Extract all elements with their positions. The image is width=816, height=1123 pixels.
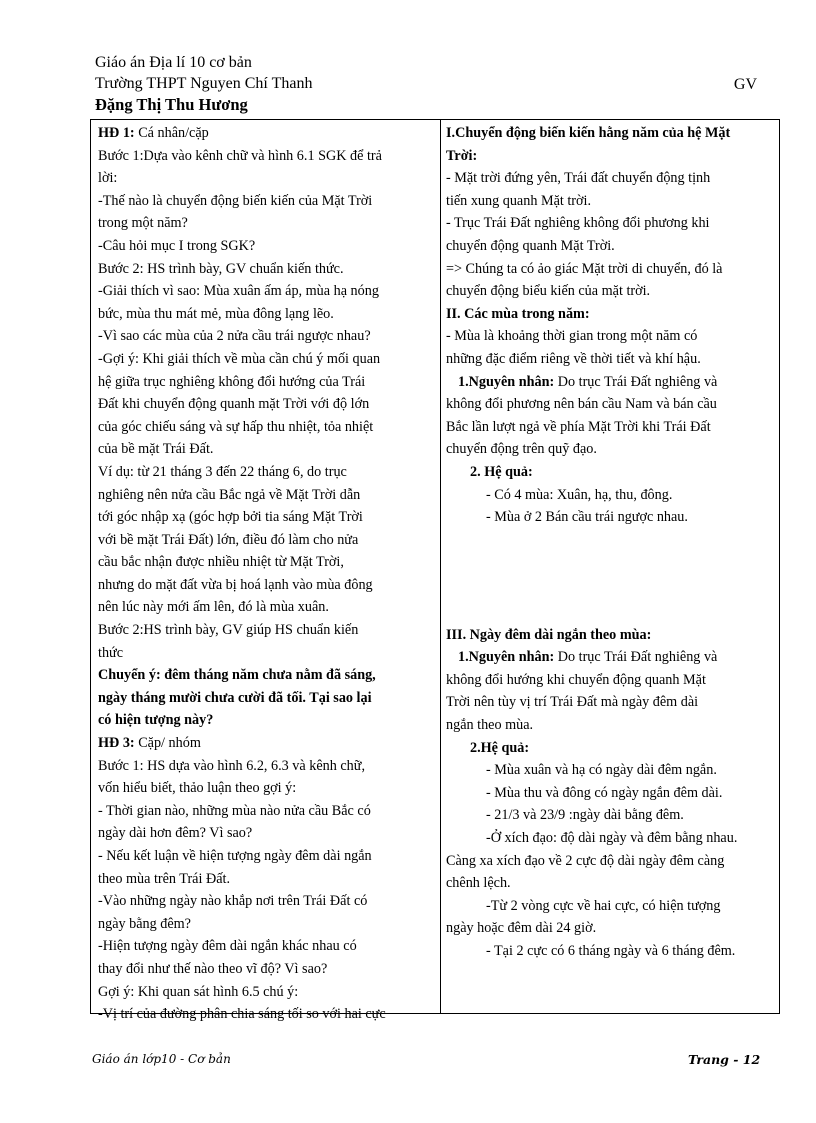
activity-line: -Gợi ý: Khi giải thích về mùa cần chú ý mối quan (98, 350, 381, 367)
activity-line: - Nếu kết luận về hiện tượng ngày đêm dài ngắn (98, 848, 372, 864)
activity-line: -Câu hỏi mục I trong SGK? (98, 237, 256, 254)
activity-line: trong một năm? (98, 215, 188, 232)
content-line: chuyển động trên quỹ đạo. (446, 441, 597, 458)
content-line: ngày hoặc đêm dài 24 giờ. (446, 920, 597, 937)
activity-line: nhưng do mặt đất vừa bị hoá lạnh vào mùa đông (98, 576, 373, 593)
activity-line: theo mùa trên Trái Đất. (98, 870, 231, 887)
activity-line: của bề mặt Trái Đất. (98, 441, 214, 458)
activity-line: cầu bắc nhận được nhiều nhiệt từ Mặt Trời, (98, 554, 344, 571)
section-3-title: III. Ngày đêm dài ngắn theo mùa: (446, 626, 652, 643)
content-line: tiến xung quanh Mặt trời. (446, 192, 592, 209)
activity-line: hệ giữa trục nghiêng không đổi hướng của Trái (98, 373, 366, 390)
section-2-title: II. Các mùa trong năm: (446, 305, 590, 322)
content-line: không đổi hướng khi chuyển động quanh Mặt (446, 671, 706, 688)
activity-line: Bước 1: HS dựa vào hình 6.2, 6.3 và kênh chữ, (98, 757, 365, 774)
activity-line: -Vị trí của đường phân chia sáng tối so với hai cực (98, 1006, 386, 1023)
lesson-table (90, 119, 780, 1023)
activity-line: Bước 2:HS trình bày, GV giúp HS chuẩn kiến (98, 622, 359, 639)
content-line: Càng xa xích đạo về 2 cực độ dài ngày đêm càng (446, 852, 725, 869)
content-line: - 21/3 và 23/9 :ngày dài bằng đêm. (486, 807, 684, 824)
activity-line: Đất khi chuyển động quanh mặt Trời với độ lớn (98, 396, 370, 413)
activity-line: với bề mặt Trái Đất) lớn, điều đó làm cho nửa (98, 531, 359, 548)
column-divider (440, 120, 441, 1013)
content-line: - Mùa thu và đông có ngày ngắn đêm dài. (486, 784, 723, 801)
content-line: - Mùa là khoảng thời gian trong một năm có (446, 328, 698, 345)
activity-line: lời: (98, 170, 118, 187)
activity-line: -Hiện tượng ngày đêm dài ngắn khác nhau có (98, 938, 357, 955)
activity-line: Bước 2: HS trình bày, GV chuẩn kiến thức. (98, 260, 344, 277)
content-line: những đặc điểm riêng về thời tiết và khí hậu. (446, 350, 701, 367)
activity-line: -Vào những ngày nào khắp nơi trên Trái Đất có (98, 893, 368, 910)
teacher-label: GV (733, 76, 757, 93)
activity-line: Ví dụ: từ 21 tháng 3 đến 22 tháng 6, do trục (98, 463, 347, 480)
activity-line: -Thế nào là chuyển động biến kiến của Mặt Trời (98, 192, 373, 209)
activity-line: -Vì sao các mùa của 2 nửa cầu trái ngược nhau? (98, 328, 371, 345)
content-line: Trời nên tùy vị trí Trái Đất mà ngày đêm dài (446, 694, 699, 711)
activity-line: vốn hiểu biết, thảo luận theo gợi ý: (98, 780, 297, 797)
activity-line: Gợi ý: Khi quan sát hình 6.5 chú ý: (98, 983, 299, 1000)
content-column (446, 122, 779, 963)
content-line: => Chúng ta có ảo giác Mặt trời di chuyển, đó là (446, 260, 723, 277)
content-line: không đổi phương nên bán cầu Nam và bán cầu (446, 396, 717, 413)
section-1-title-cont: Trời: (446, 147, 478, 164)
activity-line: - Thời gian nào, những mùa nào nửa cầu Bắc có (98, 802, 371, 819)
content-line: chuyển động quanh Mặt Trời. (446, 237, 615, 254)
activity-line: nghiêng nên nửa cầu Bắc ngả về Mặt Trời dẫn (98, 486, 361, 503)
activity-line: HĐ 1: Cá nhân/cặp (98, 125, 209, 141)
content-line: - Tại 2 cực có 6 tháng ngày và 6 tháng đêm. (486, 943, 736, 959)
activity-line: tới góc nhập xạ (góc hợp bởi tia sáng Mặt Trời (98, 509, 363, 526)
consequence-title: 2. Hệ quả: (470, 463, 533, 480)
content-line: ngắn theo mùa. (446, 717, 534, 734)
footer-course: Giáo án lớp10 - Cơ bản (92, 1052, 231, 1066)
activity-line: thức (98, 644, 124, 661)
activity-line: của góc chiếu sáng và sự hấp thu nhiệt, tỏa nhiệt (98, 418, 374, 435)
content-line: -Ở xích đạo: độ dài ngày và đêm bằng nhau. (486, 830, 738, 847)
page-number: Trang - 12 (688, 1052, 761, 1067)
activity-line: Chuyển ý: đêm tháng năm chưa nằm đã sáng, (98, 667, 376, 684)
content-line: Bắc lần lượt ngả về phía Mặt Trời khi Trái Đất (446, 418, 711, 435)
activity-line: ngày dài hơn đêm? Vì sao? (98, 825, 253, 842)
spacer (446, 557, 779, 624)
activity-line: HĐ 3: Cặp/ nhóm (98, 735, 201, 752)
activity-line: có hiện tượng này? (98, 712, 214, 729)
content-line: - Có 4 mùa: Xuân, hạ, thu, đông. (486, 486, 673, 503)
author-name: Đặng Thị Thu Hương (95, 95, 248, 114)
activity-line: bức, mùa thu mát mẻ, mùa đông lạng lẽo. (98, 305, 334, 322)
content-line: chênh lệch. (446, 875, 511, 892)
content-line: - Trục Trái Đất nghiêng không đổi phương khi (446, 215, 710, 232)
content-line: -Từ 2 vòng cực về hai cực, có hiện tượng (486, 897, 721, 914)
content-line: chuyển động biểu kiến của mặt trời. (446, 283, 651, 300)
activities-column (98, 122, 436, 1026)
content-line: - Mùa ở 2 Bán cầu trái ngược nhau. (486, 509, 688, 526)
activity-line: ngày tháng mười chưa cười đã tối. Tại sao lại (98, 689, 372, 706)
spacer (446, 529, 779, 557)
activity-line: thay đổi như thế nào theo vĩ độ? Vì sao? (98, 960, 328, 977)
content-line: - Mặt trời đứng yên, Trái đất chuyển động tịnh (446, 170, 711, 187)
school-name: Trường THPT Nguyen Chí Thanh (95, 75, 313, 92)
consequence-title: 2.Hệ quả: (470, 739, 530, 756)
cause-line: 1.Nguyên nhân: Do trục Trái Đất nghiêng và (458, 649, 718, 666)
page-header (95, 52, 765, 115)
doc-title: Giáo án Địa lí 10 cơ bản (95, 54, 252, 71)
section-1-title: I.Chuyển động biến kiến hằng năm của hệ Mặt (446, 125, 731, 141)
activity-line: Bước 1:Dựa vào kênh chữ và hình 6.1 SGK để trả (98, 147, 382, 164)
activity-line: nên lúc này mới ấm lên, đó là mùa xuân. (98, 599, 329, 616)
cause-line: 1.Nguyên nhân: Do trục Trái Đất nghiêng và (458, 373, 718, 390)
activity-line: ngày bằng đêm? (98, 915, 191, 932)
content-line: - Mùa xuân và hạ có ngày dài đêm ngắn. (486, 762, 717, 779)
activity-line: -Giải thích vì sao: Mùa xuân ấm áp, mùa hạ nóng (98, 283, 379, 300)
